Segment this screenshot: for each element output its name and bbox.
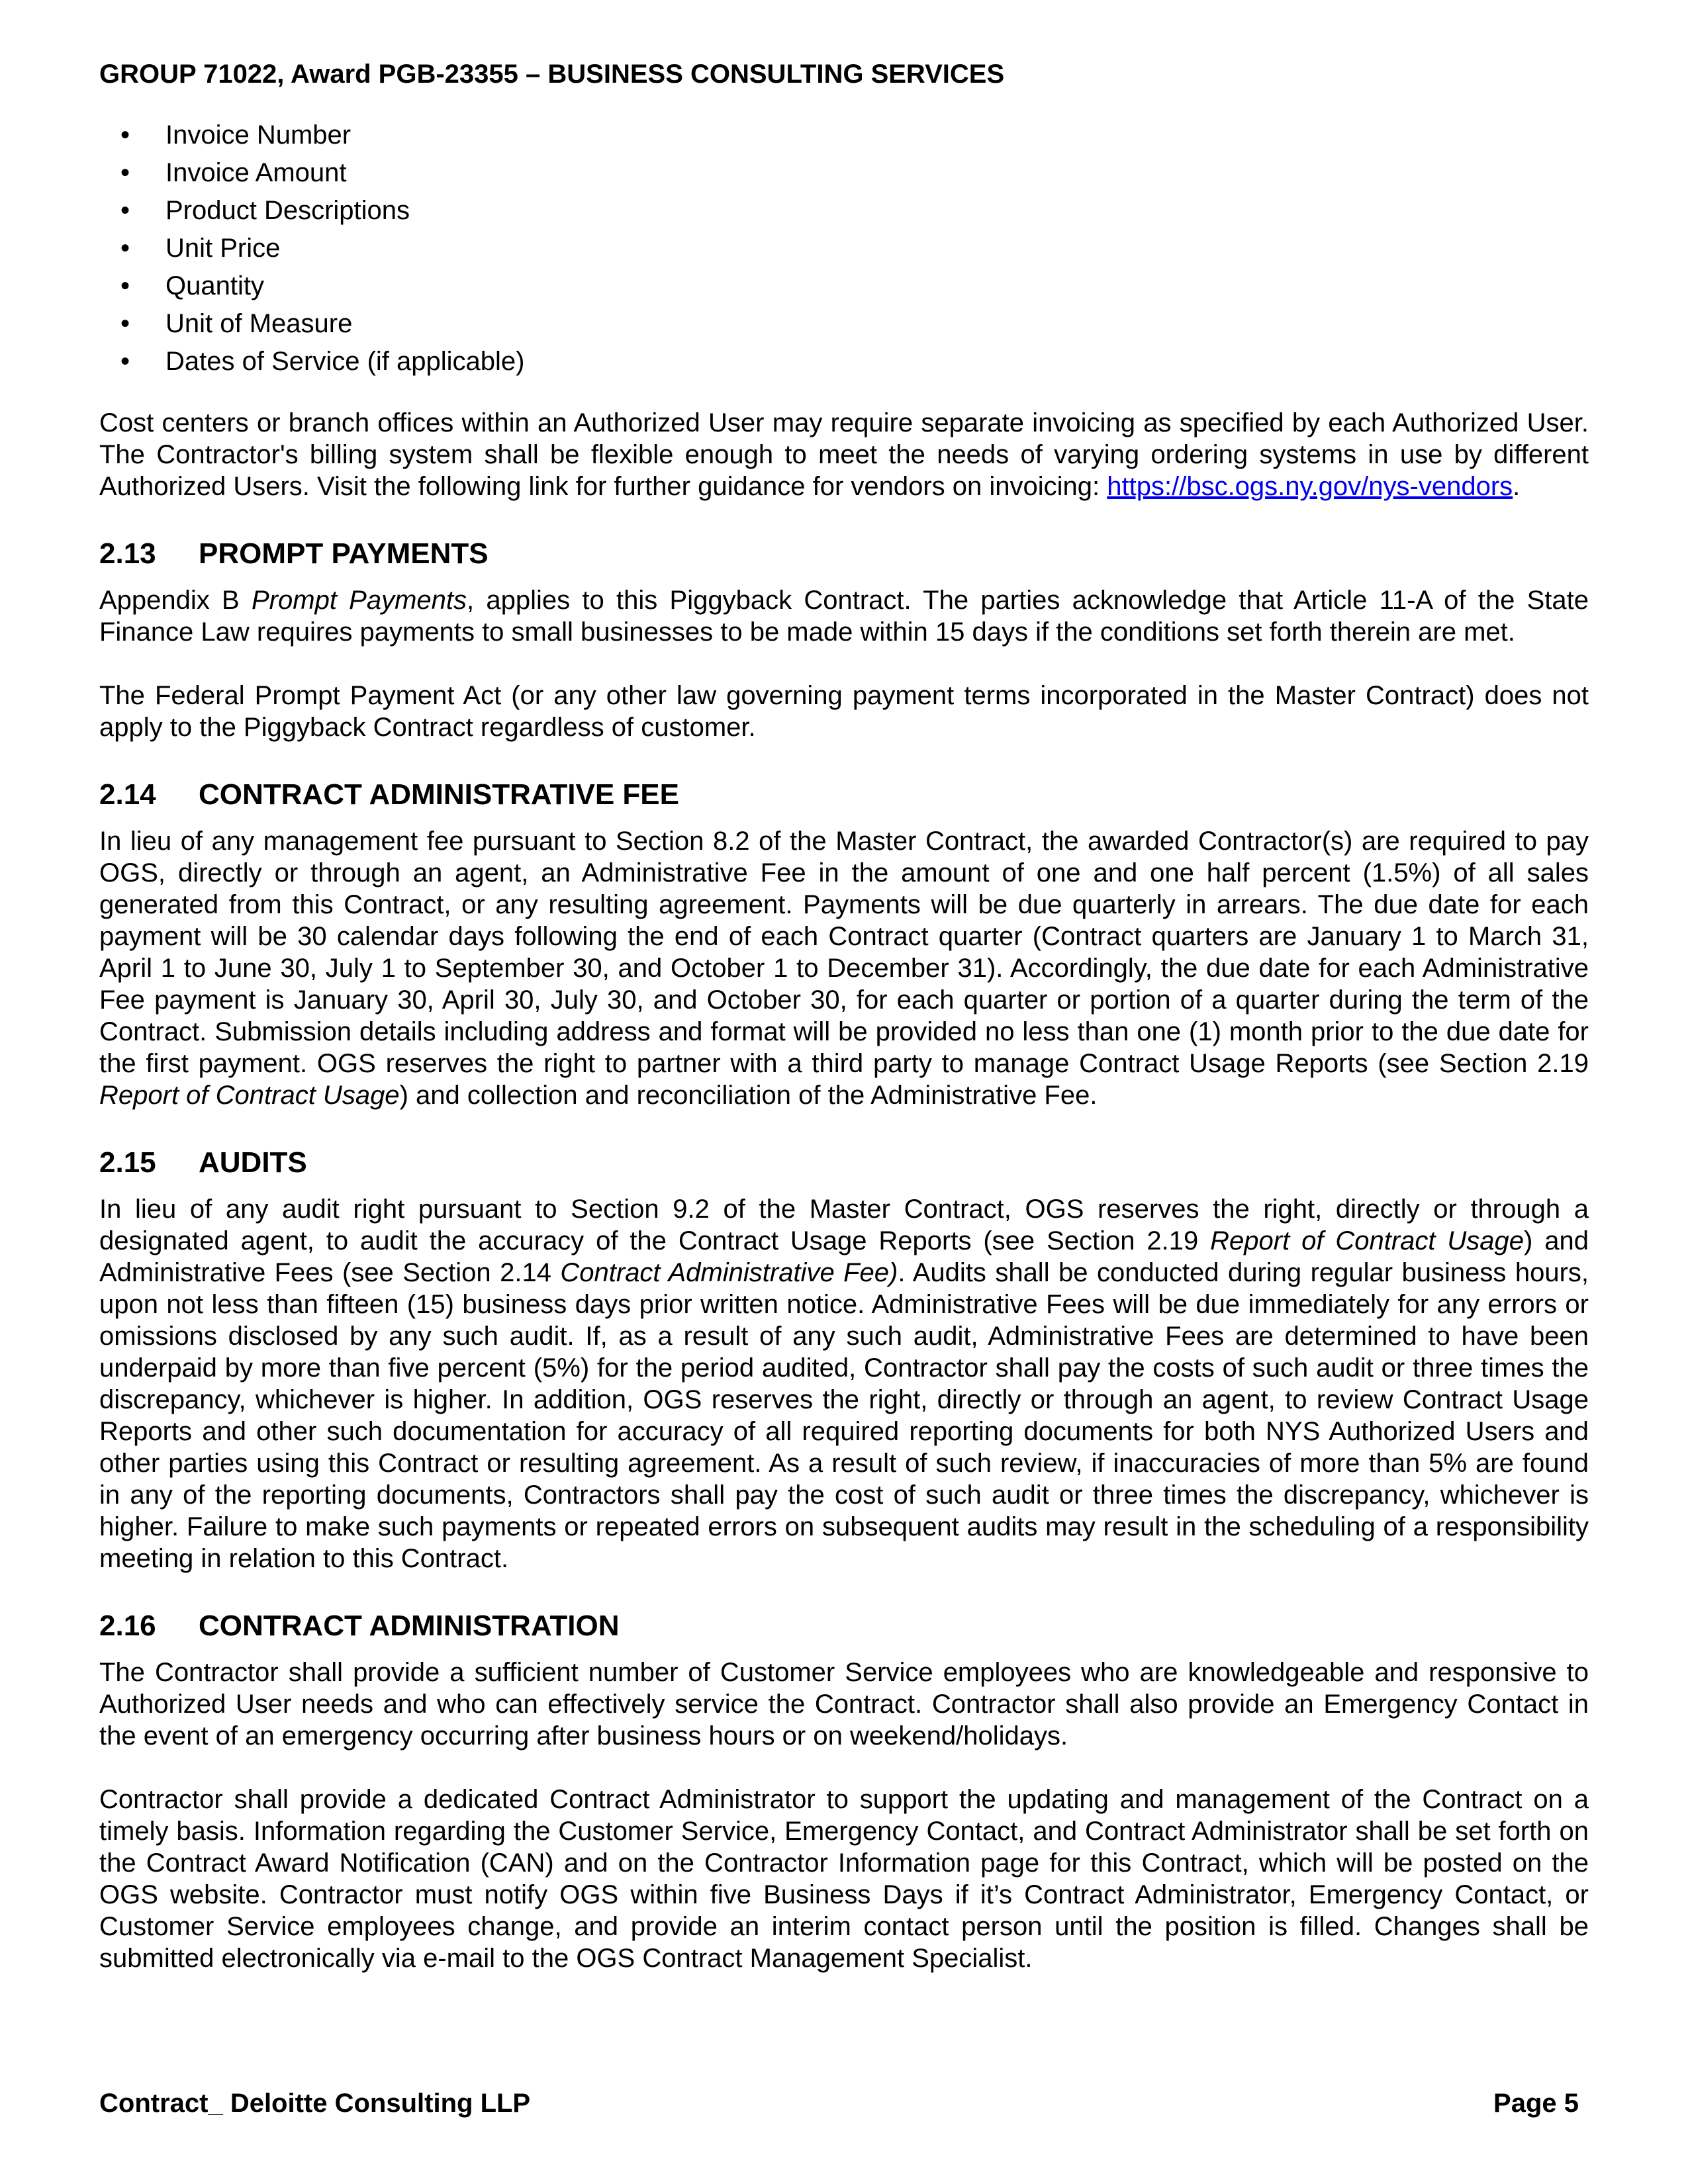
text-run: ) and collection and reconciliation of the Administrative Fee. [399, 1081, 1098, 1110]
text-run: Appendix B [99, 586, 252, 615]
section-heading-2-13 [99, 537, 1589, 571]
text-run: In lieu of any audit right pursuant to Section 9.2 of the Master Contract, OGS reserves the right, directly or through a designated agent, to audit the accuracy of the Contract Usage Reports (see Section 2.19 [99, 1195, 1589, 1255]
document-header: GROUP 71022, Award PGB-23355 – BUSINESS CONSULTING SERVICES [99, 60, 1005, 89]
page-number: Page 5 [1493, 2089, 1579, 2118]
vendor-invoicing-link[interactable]: https://bsc.ogs.ny.gov/nys-vendors [1107, 472, 1513, 501]
section-heading-2-14 [99, 778, 1589, 812]
section-title: CONTRACT ADMINISTRATIVE FEE [199, 778, 679, 811]
footer-contract-name: Contract_ Deloitte Consulting LLP [99, 2089, 531, 2118]
section-number: 2.14 [99, 778, 156, 811]
section-heading-2-16 [99, 1609, 1589, 1643]
invoice-requirements-list [99, 116, 1589, 381]
section-title: PROMPT PAYMENTS [199, 537, 489, 570]
contract-administration-paragraph-2: Contractor shall provide a dedicated Contract Administrator to support the updating and management of the Contract on a timely basis. Information regarding the Customer Service, Emergency Contact, and Contract Administrator shall be set forth on the Contract Award Notification (CAN) and on the Contractor Information page for this Contract, which will be posted on the OGS website. Contractor must notify OGS within five Business Days if it’s Contract Administrator, Emergency Contact, or Customer Service employees change, and provide an interim contact person until the position is filled. Changes shall be submitted electronically via e-mail to the OGS Contract Management Specialist. [99, 1785, 1589, 1973]
list-item: • Unit of Measure [99, 305, 1589, 343]
emphasis-text: Contract Administrative Fee) [560, 1258, 898, 1287]
list-item: • Product Descriptions [99, 192, 1589, 230]
section-number: 2.15 [99, 1146, 156, 1179]
text-run: . Audits shall be conducted during regular business hours, upon not less than fifteen (15) business days prior written notice. Administrative Fees will be due immediately for any errors or omissions disclosed by any such audit. If, as a result of any such audit, Administrative Fees are determined to have been underpaid by more than five percent (5%) for the period audited, Contractor shall pay the costs of such audit or three times the discrepancy, whichever is higher. In addition, OGS reserves the right, directly or through an agent, to review Contract Usage Reports and other such documentation for accuracy of all required reporting documents for both NYS Authorized Users and other parties using this Contract or resulting agreement. As a result of such review, if inaccuracies of more than 5% are found in any of the reporting documents, Contractors shall pay the cost of such audit or three times the discrepancy, whichever is higher. Failure to make such payments or repeated errors on subsequent audits may result in the scheduling of a responsibility meeting in relation to this Contract. [99, 1258, 1589, 1573]
invoicing-paragraph [99, 407, 1589, 502]
emphasis-text: Prompt Payments [252, 586, 467, 615]
list-item: • Invoice Number [99, 116, 1589, 154]
emphasis-text: Report of Contract Usage [99, 1081, 400, 1110]
section-heading-2-15 [99, 1146, 1589, 1180]
invoicing-period: . [1513, 472, 1521, 501]
section-title: CONTRACT ADMINISTRATION [199, 1610, 620, 1642]
list-item: • Unit Price [99, 230, 1589, 267]
text-run: In lieu of any management fee pursuant to Section 8.2 of the Master Contract, the awarded Contractor(s) are required to pay OGS, directly or through an agent, an Administrative Fee in the amount of one and one half percent (1.5%) of all sales generated from this Contract, or any resulting agreement. Payments will be due quarterly in arrears. The due date for each payment will be 30 calendar days following the end of each Contract quarter (Contract quarters are January 1 to March 31, April 1 to June 30, July 1 to September 30, and October 1 to December 31). Accordingly, the due date for each Administrative Fee payment is January 30, April 30, July 30, and October 30, for each quarter or portion of a quarter during the term of the Contract. Submission details including address and format will be provided no less than one (1) month prior to the due date for the first payment. OGS reserves the right to partner with a third party to manage Contract Usage Reports (see Section 2.19 [99, 827, 1589, 1078]
document-page [99, 58, 1589, 2006]
text-run: ) and Administrative Fees (see Section 2.14 [99, 1226, 1589, 1287]
contract-administration-paragraph-1: The Contractor shall provide a sufficient number of Customer Service employees who are knowledgeable and responsive to Authorized User needs and who can effectively service the Contract. Contractor shall also provide an Emergency Contact in the event of an emergency occurring after business hours or on weekend/holidays. [99, 1658, 1589, 1751]
list-item: • Invoice Amount [99, 154, 1589, 192]
section-number: 2.16 [99, 1610, 156, 1642]
invoicing-text: Cost centers or branch offices within an Authorized User may require separate invoicing as specified by each Authorized User. The Contractor's billing system shall be flexible enough to meet the needs of varying ordering systems in use by different Authorized Users. Visit the following link for further guidance for vendors on invoicing: [99, 408, 1589, 501]
text-run: , applies to this Piggyback Contract. The parties acknowledge that Article 11-A of the State Finance Law requires payments to small businesses to be made within 15 days if the conditions set forth therein are met. [99, 586, 1589, 647]
page-footer [99, 2087, 1579, 2119]
emphasis-text: Report of Contract Usage [1210, 1226, 1524, 1255]
audits-paragraph [99, 1193, 1589, 1574]
prompt-payments-paragraph-2: The Federal Prompt Payment Act (or any other law governing payment terms incorporated in the Master Contract) does not apply to the Piggyback Contract regardless of customer. [99, 681, 1589, 742]
prompt-payments-paragraph-1 [99, 584, 1589, 648]
section-title: AUDITS [199, 1146, 307, 1179]
list-item: • Quantity [99, 267, 1589, 305]
administrative-fee-paragraph [99, 825, 1589, 1111]
section-number: 2.13 [99, 537, 156, 570]
list-item: • Dates of Service (if applicable) [99, 343, 1589, 381]
